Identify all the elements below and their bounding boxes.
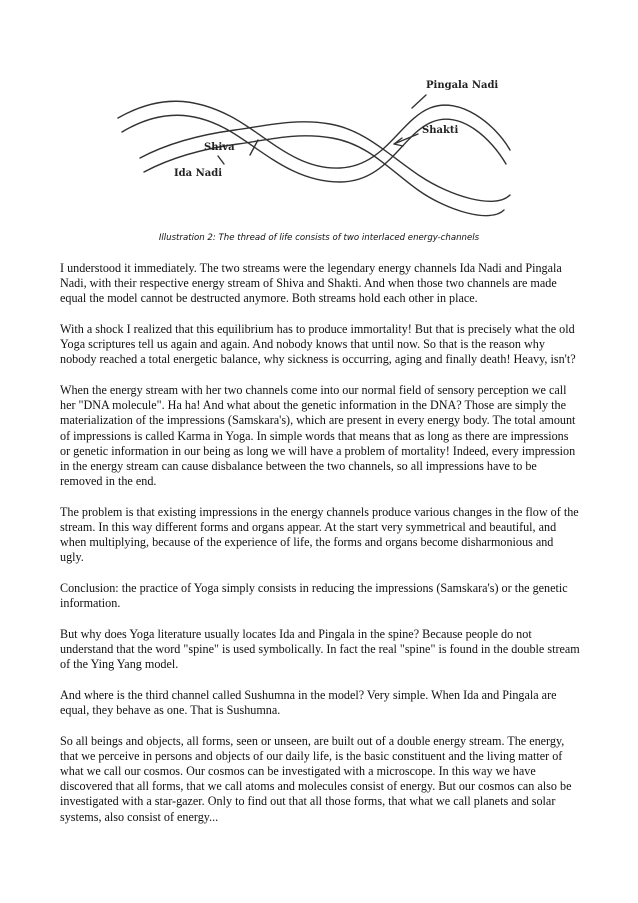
- ida-pointer: [218, 156, 224, 164]
- shakti-label: Shakti: [422, 125, 459, 136]
- ida-nadi-label: Ida Nadi: [174, 168, 223, 179]
- interlaced-channels-drawing: [100, 60, 520, 235]
- paragraph: And where is the third channel called Sushumna in the model? Very simple. When Ida and Pingala are equal, they behave as one. That is Sushumna.: [60, 687, 557, 718]
- paragraph: With a shock I realized that this equilibrium has to produce immortality! But that is precisely what the old Yoga scriptures tell us again and again. And nobody knows that until now. So that is the reason why nobody reached a total energetic balance, why sickness is occurring, aging and finally death! Heavy, isn't?: [60, 322, 576, 367]
- paragraph: Conclusion: the practice of Yoga simply consists in reducing the impressions (Samskara's) or the genetic information.: [60, 581, 568, 611]
- nadi-illustration: [100, 60, 520, 235]
- paragraph: When the energy stream with her two channels come into our normal field of sensory perception we call her "DNA molecule". Ha ha! And what about the genetic information in the DNA? Those are simply the materialization of the impressions (Samskara's), which are present in every energy body. The total amount of impressions is called Karma in Yoga. In simple words that means that as long as there are impressions or genetic information in our being as long we will have a problem of mortality! Indeed, every impression in the energy stream can cause disbalance between the two channels, so all impressions have to be removed in the end.: [60, 383, 576, 489]
- paragraph: But why does Yoga literature usually locates Ida and Pingala in the spine? Because people do not understand that the word "spine" is used symbolically. In fact the real "spine" is found in the double stream of the Ying Yang model.: [60, 626, 580, 672]
- body-text: [60, 261, 580, 840]
- pingala-pointer: [412, 95, 426, 108]
- paragraph: I understood it immediately. The two streams were the legendary energy channels Ida Nadi and Pingala Nadi, with their respective energy stream of Shiva and Shakti. And when those two channels are made equal the model cannot be destructed anymore. Both streams hold each other in place.: [60, 261, 562, 306]
- pingala-nadi-label: Pingala Nadi: [426, 80, 499, 91]
- illustration-caption: Illustration 2: The thread of life consists of two interlaced energy-channels: [158, 233, 480, 243]
- paragraph: The problem is that existing impressions in the energy channels produce various changes in the flow of the stream. In this way different forms and organs appear. At the start very symmetrical and beautiful, and when multiplying, because of the experience of life, the forms and organs become disharmonious and ugly.: [60, 504, 579, 565]
- shiva-label: Shiva: [204, 142, 235, 153]
- paragraph: So all beings and objects, all forms, seen or unseen, are built out of a double energy stream. The energy, that we perceive in persons and objects of our daily life, is the basic constituent and the living matter of what we call our cosmos. Our cosmos can be investigated with a microscope. In this way we have discovered that all forms, that we call atoms and molecules consist of energy. But our cosmos can also be investigated with a star-gazer. Only to find out that all those forms, that what we call planets and solar systems, also consist of energy...: [60, 733, 572, 824]
